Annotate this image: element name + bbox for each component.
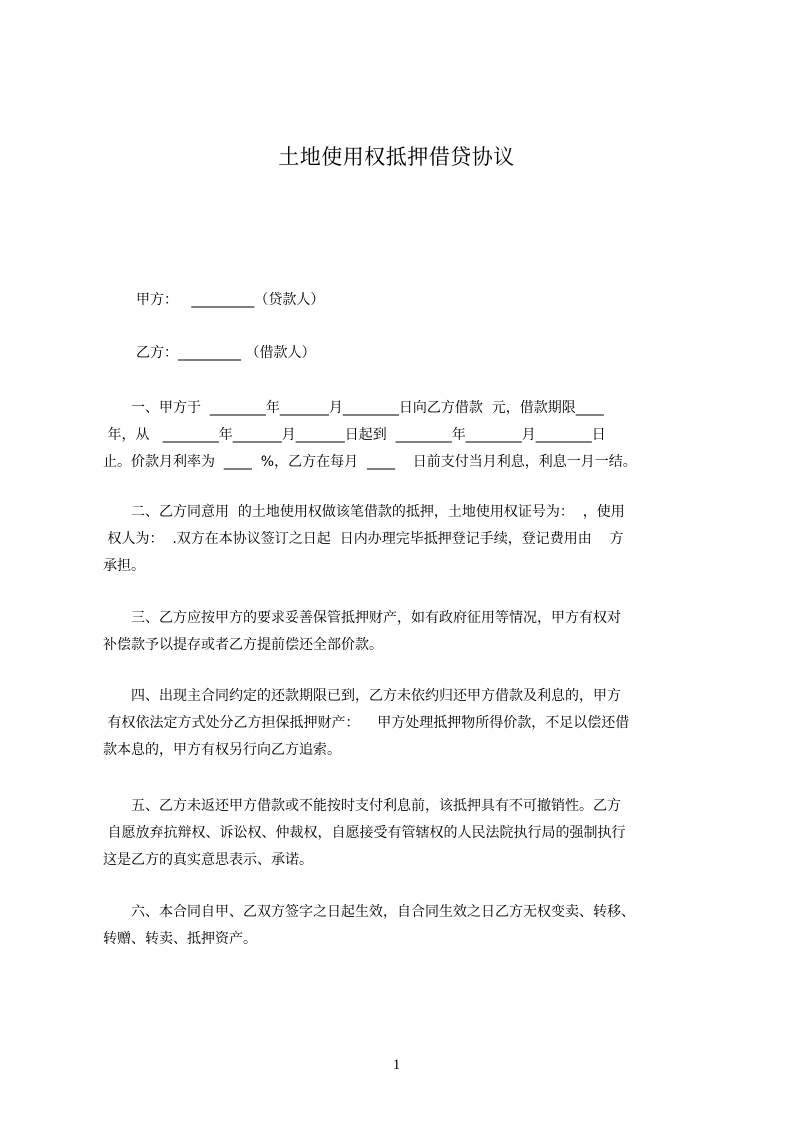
clause-line: 这是乙方的真实意思表示、承诺。 [103, 852, 313, 868]
clause-line: 六、本合同自甲、乙双方签字之日起生效，自合同生效之日乙方无权变卖、转移、 [103, 904, 635, 920]
clause-line: 转赠、转卖、抵押资产。 [103, 931, 257, 947]
clause-5 [103, 793, 703, 874]
clause-line: 年，从 ________年_______月_______日起到 ________年________月________日 [103, 427, 606, 443]
clause-line: 五、乙方未返还甲方借款或不能按时支付利息前，该抵押具有不可撤销性。乙方 [103, 798, 621, 814]
clause-1 [103, 395, 703, 476]
clause-line: 三、乙方应按甲方的要求妥善保管抵押财产，如有政府征用等情况，甲方有权对 [103, 610, 621, 626]
clause-line: 承担。 [103, 558, 145, 574]
clause-line: 款本息的，甲方有权另行向乙方追索。 [103, 742, 341, 758]
page-number: 1 [392, 1057, 401, 1073]
clause-line: 有权依法定方式处分乙方担保抵押财产： 甲方处理抵押物所得价款，不足以偿还借 [103, 715, 630, 731]
clause-2 [103, 499, 703, 580]
clause-line: 二、乙方同意用 的土地使用权做该笔借款的抵押，土地使用权证号为： ，使用 [103, 504, 625, 520]
clause-line: 止。价款月利率为 ____ %，乙方在每月 ____ 日前支付当月利息，利息一月一结。 [103, 454, 637, 470]
party-a-line: 甲方： _________（贷款人） [136, 292, 325, 308]
clause-line: 权人为： .双方在本协议签订之日起 日内办理完毕抵押登记手续，登记费用由 方 [103, 531, 624, 547]
clause-6 [103, 899, 703, 953]
party-b-line: 乙方：_________ （借款人） [136, 345, 316, 361]
clause-line: 一、甲方于 ________年_______月________日向乙方借款 元，借款期限____ [103, 400, 604, 416]
clause-3 [103, 605, 703, 659]
clause-line: 补偿款予以提存或者乙方提前偿还全部价款。 [103, 637, 383, 653]
clause-line: 自愿放弃抗辩权、诉讼权、仲裁权，自愿接受有管辖权的人民法院执行局的强制执行 [103, 825, 626, 841]
clause-line: 四、出现主合同约定的还款期限已到，乙方未依约归还甲方借款及利息的，甲方 [103, 688, 621, 704]
document-title: 土地使用权抵押借贷协议 [278, 145, 515, 169]
clause-4 [103, 683, 703, 764]
